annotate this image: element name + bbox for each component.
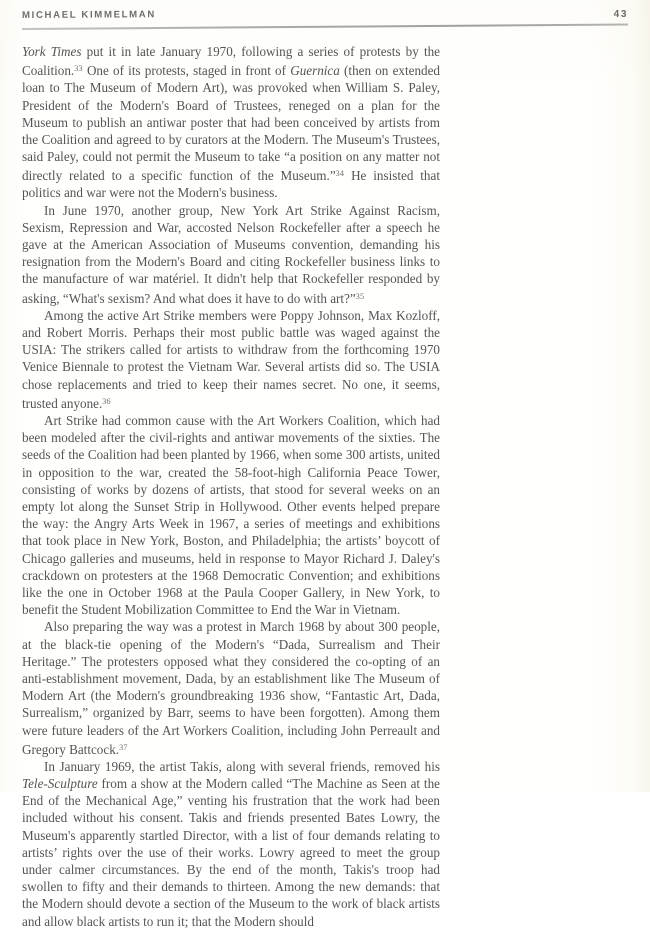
- italic-title: York Times: [22, 44, 82, 59]
- para-takis: In January 1969, the artist Takis, along with several friends, removed his Tele-Sculpture from a show at the Modern called “The Machine as Seen at the End of the Mechanical Age,” venting his frustration that the work had been included without his consent. Takis and friends presented Bates Lowry, the Museum's apparently startled Director, with a list of four demands relating to artists’ rights over the use of their works. Lowry agreed to meet the group under calmer circumstances. By the end of the month, Takis's troop had swollen to fifty and their demands to thirteen. Among the new demands: that the Modern should devote a section of the Museum to the work of black artists and allow black artists to run it; that the Modern should: [22, 758, 440, 929]
- footnote-marker: 36: [102, 396, 111, 406]
- para-members: Among the active Art Strike members were Poppy Johnson, Max Kozloff, and Robert Morris. Perhaps their most public battle was waged against the USIA: The strikers called for artists to withdraw from the forthcoming 1970 Venice Biennale to protest the Vietnam War. Several artists did so. The USIA chose replacements and tried to keep their names secret. No one, it seems, trusted anyone.$^{36}$: [22, 307, 440, 411]
- para-art-strike: In June 1970, another group, New York Art Strike Against Racism, Sexism, Repression and War, accosted Nelson Rockefeller after a speech he gave at the American Association of Museums convention, demanding his resignation from the Modern's Board and citing Rockefeller business links to the manufacture of war matériel. It didn't help that Rockefeller responded by asking, “What's sexism? And what does it have to do with art?”$^{35}$: [22, 202, 440, 306]
- footnote-marker: 35: [355, 291, 365, 301]
- footnote-marker: 34: [335, 169, 345, 179]
- italic-title: Guernica: [290, 63, 340, 79]
- header-rule: [22, 28, 628, 31]
- running-head-author: MICHAEL KIMMELMAN: [21, 9, 156, 21]
- para-coalition: York Times put it in late January 1970, following a series of protests by the Coalition.$^{33}$ One of its protests, staged in front of Guernica (then on extended loan to The Museum of Modern Art), was provoked when William S. Paley, President of the Modern's Board of Trustees, reneged on a plan for the Museum to publish an antiwar poster that had been conceived by artists from the Coalition and agreed to by curators at the Modern. The Museum's Trustees, said Paley, could not permit the Museum to take “a position on any matter not directly related to a specific function of the Museum.”$^{34}$ He insisted that politics and war were not the Modern's business.: [22, 44, 441, 201]
- para-dada: Also preparing the way was a protest in March 1968 by about 300 people, at the black-tie opening of the Modern's “Dada, Surrealism and Their Heritage.” The protesters opposed what they considered the co-opting of an anti-establishment movement, Dada, by an establishment like The Museum of Modern Art (the Modern's groundbreaking 1936 show, “Fantastic Art, Dada, Surrealism,” organized by Barr, seems to have been forgotten). Among them were future leaders of the Art Workers Coalition, including John Perreault and Gregory Battcock.$^{37}$: [22, 619, 440, 757]
- page-number: 43: [613, 9, 628, 20]
- body-text-column: [22, 43, 440, 930]
- footnote-marker: 33: [74, 64, 83, 74]
- italic-title: Tele-Sculpture: [22, 776, 98, 792]
- para-common-cause: Art Strike had common cause with the Art Workers Coalition, which had been modeled after the civil-rights and antiwar movements of the sixties. The seeds of the Coalition had been planted by 1966, when some 300 artists, united in opposition to the war, created the 58-foot-high California Peace Tower, consisting of works by dozens of artists, that stood for several weeks on an empty lot along the Sunset Strip in Hollywood. Other events helped prepare the way: the Angry Arts Week in 1967, a series of meetings and exhibitions that took place in New York, Boston, and Philadelphia; the artists’ boycott of Chicago galleries and museums, held in response to Mayor Richard J. Daley's crackdown on protesters at the 1968 Democratic Convention; and exhibitions like the one in October 1968 at the Paula Cooper Gallery, in New York, to benefit the Student Mobilization Committee to End the War in Vietnam.: [22, 412, 440, 618]
- footnote-marker: 37: [119, 742, 128, 752]
